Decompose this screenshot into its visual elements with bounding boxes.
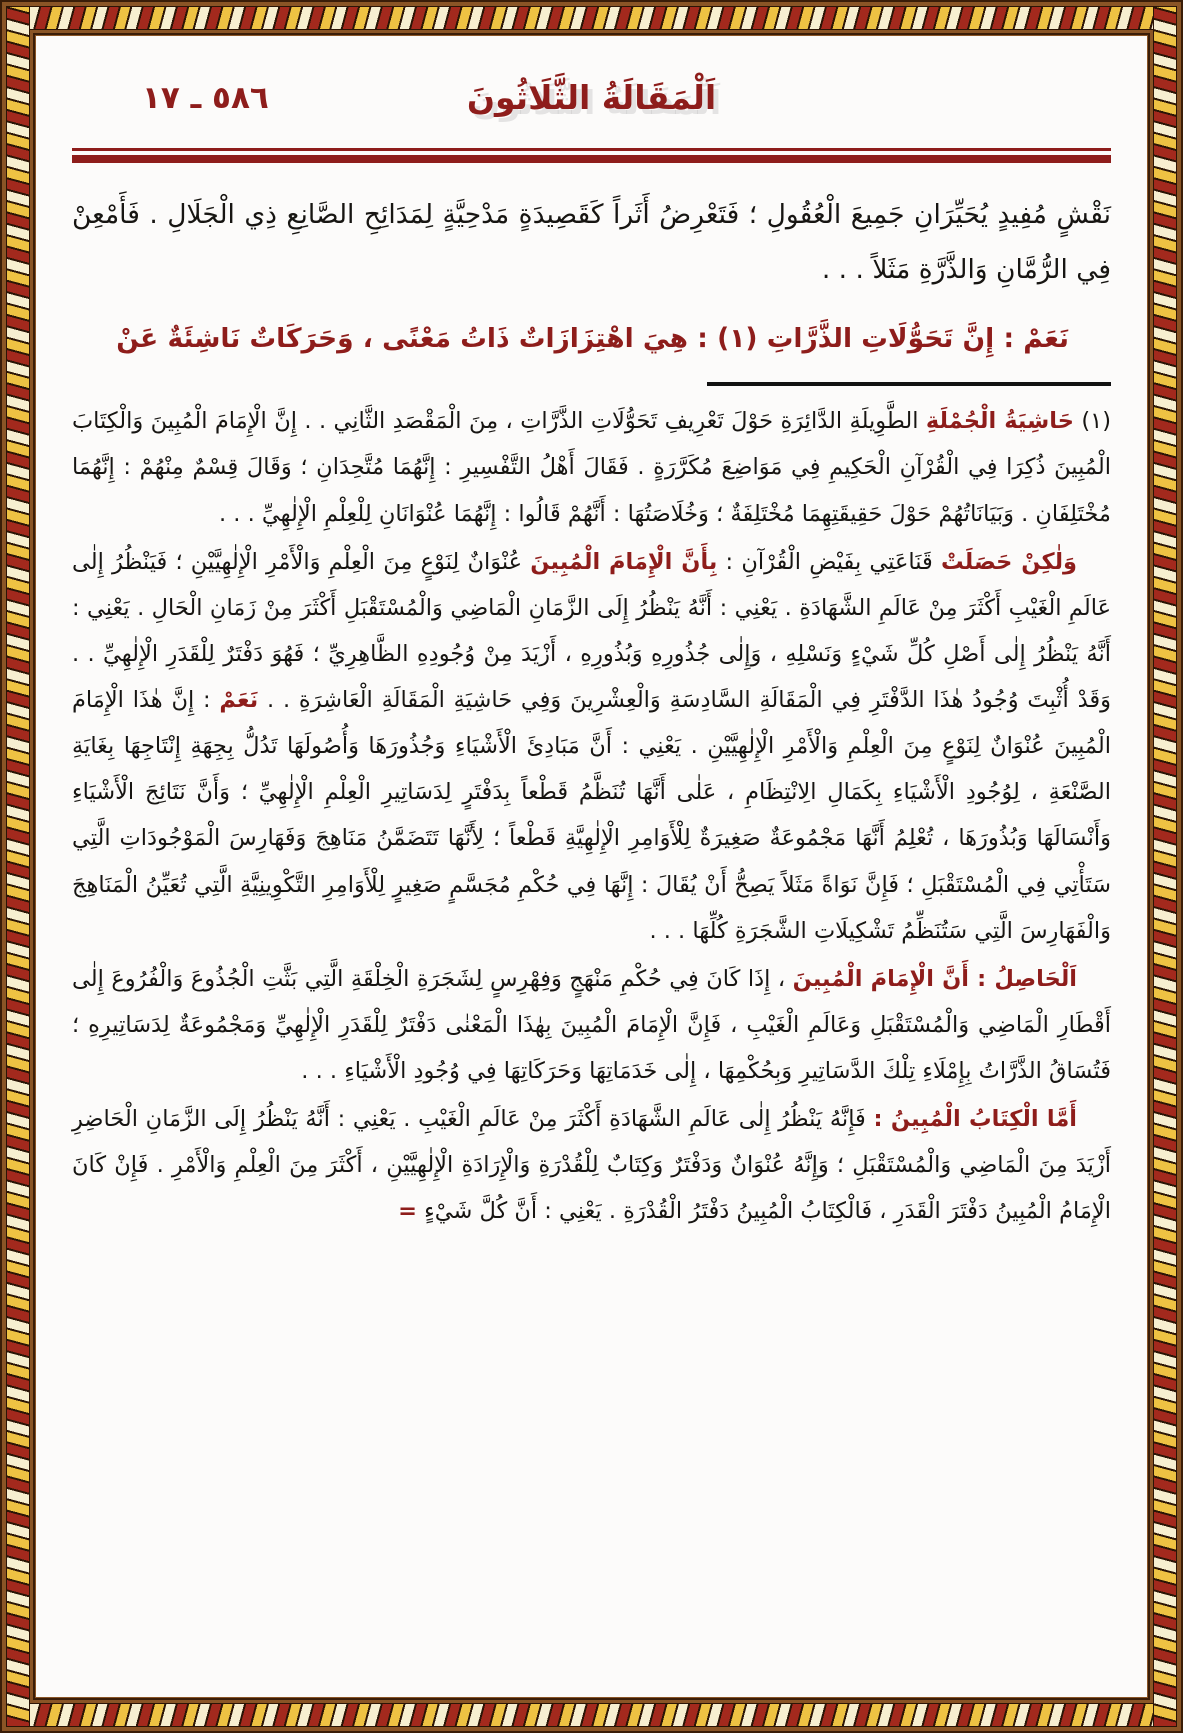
- highlighted-text-segment: وَلٰكِنْ حَصَلَتْ: [940, 548, 1078, 575]
- footnote-text: [72, 398, 1111, 1234]
- footnote-paragraph: [72, 539, 1111, 954]
- border-chain-bottom: [6, 1703, 1177, 1727]
- text-segment: عُنْوَانٌ لِنَوْعٍ مِنَ الْعِلْمِ وَالْأَمْرِ الْإِلٰهِيَّيْنِ ؛ فَيَنْظُرُ إِلٰى عَالَمِ الْغَيْبِ أَكْثَرَ مِنْ عَالَمِ الشَّهَادَةِ . يَعْنِي : أَنَّهُ يَنْظُرُ إِلَى الزَّمَانِ الْمَاضِي وَالْمُسْتَقْبَلِ أَكْثَرَ مِنْ زَمَانِ الْحَالِ . يَعْنِي : أَنَّهُ يَنْظُرُ إِلٰى أَصْلِ كُلِّ شَيْءٍ وَنَسْلِهِ ، وَإِلٰى جُذُورِهِ وَبُذُورِهِ ، أَزْيَدَ مِنْ وُجُودِهِ الظَّاهِرِيِّ ؛ فَهُوَ دَفْتَرٌ لِلْقَدَرِ الْإِلٰهِيِّ . . وَقَدْ أُثْبِتَ وُجُودُ هٰذَا الدَّفْتَرِ فِي الْمَقَالَةِ السَّادِسَةِ وَالْعِشْرِينَ وَفِي حَاشِيَةِ الْمَقَالَةِ الْعَاشِرَةِ . .: [72, 548, 1111, 714]
- main-text: [72, 187, 1111, 366]
- footnote-paragraph: [72, 398, 1111, 536]
- header-double-rule: [72, 148, 1111, 163]
- page-title: اَلْمَقَالَةُ الثَّلَاثُونَ: [466, 78, 717, 117]
- highlighted-text-segment: أَمَّا الْكِتَابُ الْمُبِينُ :: [873, 1106, 1077, 1133]
- border-chain-right: [1153, 6, 1177, 1727]
- rule-thick-line: [72, 155, 1111, 163]
- text-segment: نَقْشٍ مُفِيدٍ يُحَيِّرَانِ جَمِيعَ الْعُقُولِ ؛ فَتَعْرِضُ أَثَراً كَقَصِيدَةٍ مَدْحِيَّةٍ لِمَدَائِحِ الصَّانِعِ ذِي الْجَلَالِ . فَأَمْعِنْ فِي الرُّمَّانِ وَالذَّرَّةِ مَثَلاً . . .: [72, 199, 1111, 286]
- footnote-paragraph: [72, 1096, 1111, 1234]
- border-chain-top: [6, 6, 1177, 30]
- text-segment: الطَّوِيلَةِ الدَّائِرَةِ حَوْلَ تَعْرِيفِ تَحَوُّلَاتِ الذَّرَّاتِ ، مِنَ الْمَقْصَدِ الثَّانِي . . إِنَّ الْإِمَامَ الْمُبِينَ وَالْكِتَابَ الْمُبِينَ ذُكِرَا فِي الْقُرْآنِ الْحَكِيمِ فِي مَوَاضِعَ مُكَرَّرَةٍ . فَقَالَ أَهْلُ التَّفْسِيرِ : إِنَّهُمَا مُتَّحِدَانِ ؛ وَقَالَ قِسْمٌ مِنْهُمْ : إِنَّهُمَا مُخْتَلِفَانِ . وَبَيَانَاتُهُمْ حَوْلَ حَقِيقَتِهِمَا مُخْتَلِفَةٌ ؛ وَخُلَاصَتُهَا : أَنَّهُمْ قَالُوا : إِنَّهُمَا عُنْوَانَانِ لِلْعِلْمِ الْإِلٰهِيِّ . . .: [72, 408, 1111, 527]
- text-segment: (١): [1073, 408, 1111, 435]
- footnote-divider: [707, 382, 1111, 386]
- text-segment: قَنَاعَتِي بِفَيْضِ الْقُرْآنِ :: [717, 548, 941, 575]
- text-segment: : إِنَّ هٰذَا الْإِمَامَ الْمُبِينَ عُنْوَانٌ لِنَوْعٍ مِنَ الْعِلْمِ وَالْأَمْرِ الْإِلٰهِيَّيْنِ . يَعْنِي : أَنَّ مَبَادِئَ الْأَشْيَاءِ وَجُذُورَهَا وَأُصُولَهَا تَدُلُّ بِجِهَةِ إِنْتَاجِهَا بِغَايَةِ الصَّنْعَةِ ، لِوُجُودِ الْأَشْيَاءِ بِكَمَالِ الِانْتِظَامِ ، عَلٰى أَنَّهَا تُنَظَّمُ قَطْعاً بِدَفْتَرٍ لِدَسَاتِيرِ الْعِلْمِ الْإِلٰهِيِّ ؛ وَأَنَّ نَتَائِجَ الْأَشْيَاءِ وَأَنْسَالَهَا وَبُذُورَهَا ، تُعْلِمُ أَنَّهَا مَجْمُوعَةٌ صَغِيرَةٌ لِلْأَوَامِرِ الْإِلٰهِيَّةِ قَطْعاً ؛ لِأَنَّهَا تَتَضَمَّنُ مَنَاهِجَ وَفَهَارِسَ الْمَوْجُودَاتِ الَّتِي سَتَأْتِي فِي الْمُسْتَقْبَلِ ؛ فَإِنَّ نَوَاةً مَثَلاً يَصِحُّ أَنْ يُقَالَ : إِنَّهَا فِي حُكْمِ مُجَسَّمٍ صَغِيرٍ لِلْأَوَامِرِ التَّكْوِينِيَّةِ الَّتِي تُعَيِّنُ الْمَنَاهِجَ وَالْفَهَارِسَ الَّتِي سَتُنَظِّمُ تَشْكِيلَاتِ الشَّجَرَةِ كُلِّهَا . . .: [72, 687, 1111, 944]
- highlighted-text-segment: حَاشِيَةُ الْجُمْلَةِ: [925, 408, 1074, 435]
- body-paragraph: [72, 187, 1111, 297]
- page-content: [36, 36, 1147, 1697]
- page-header: [72, 78, 1111, 142]
- highlighted-text-segment: نَعَمْ : إِنَّ تَحَوُّلَاتِ الذَّرَّاتِ (١) : هِيَ اهْتِزَازَاتٌ ذَاتُ مَعْنًى ، وَحَرَكَاتٌ نَاشِئَةٌ عَنْ: [116, 323, 1069, 355]
- text-segment: ، إِذَا كَانَ فِي حُكْمِ مَنْهَجٍ وَفِهْرِسٍ لِشَجَرَةِ الْخِلْقَةِ الَّتِي بَثَّتِ الْجُذُوعَ وَالْفُرُوعَ إِلٰى أَقْطَارِ الْمَاضِي وَالْمُسْتَقْبَلِ وَعَالَمِ الْغَيْبِ ، فَإِنَّ الْإِمَامَ الْمُبِينَ بِهٰذَا الْمَعْنٰى دَفْتَرٌ لِلْقَدَرِ الْإِلٰهِيِّ وَمَجْمُوعَةٌ لِدَسَاتِيرِهِ ؛ فَتُسَاقُ الذَّرَّاتُ بِإِمْلَاءِ تِلْكَ الدَّسَاتِيرِ وَبِحُكْمِهَا ، إِلٰى خَدَمَاتِهَا وَحَرَكَاتِهَا فِي وُجُودِ الْأَشْيَاءِ . . .: [72, 965, 1111, 1085]
- page-number: ٥٨٦ ـ ١٧: [142, 80, 269, 116]
- text-segment: فَإِنَّهُ يَنْظُرُ إِلٰى عَالَمِ الشَّهَادَةِ أَكْثَرَ مِنْ عَالَمِ الْغَيْبِ . يَعْنِي : أَنَّهُ يَنْظُرُ إِلَى الزَّمَانِ الْحَاضِرِ أَزْيَدَ مِنَ الْمَاضِي وَالْمُسْتَقْبَلِ ؛ وَإِنَّهُ عُنْوَانٌ وَدَفْتَرٌ وَكِتَابٌ لِلْقُدْرَةِ وَالْإِرَادَةِ الْإِلٰهِيَّيْنِ ، أَكْثَرَ مِنَ الْعِلْمِ وَالْأَمْرِ . فَإِنْ كَانَ الْإِمَامُ الْمُبِينُ دَفْتَرَ الْقَدَرِ ، فَالْكِتَابُ الْمُبِينُ دَفْتَرُ الْقُدْرَةِ . يَعْنِي : أَنَّ كُلَّ شَيْءٍ: [72, 1106, 1111, 1225]
- highlighted-text-segment: نَعَمْ: [219, 687, 259, 714]
- highlighted-text-segment: =: [398, 1198, 417, 1225]
- footnote-paragraph: [72, 956, 1111, 1094]
- highlighted-text-segment: بِأَنَّ الْإِمَامَ الْمُبِينَ: [530, 548, 718, 575]
- highlighted-text-segment: اَلْحَاصِلُ : أَنَّ الْإِمَامَ الْمُبِينَ: [792, 965, 1077, 992]
- border-chain-left: [6, 6, 30, 1727]
- body-paragraph: [72, 311, 1111, 366]
